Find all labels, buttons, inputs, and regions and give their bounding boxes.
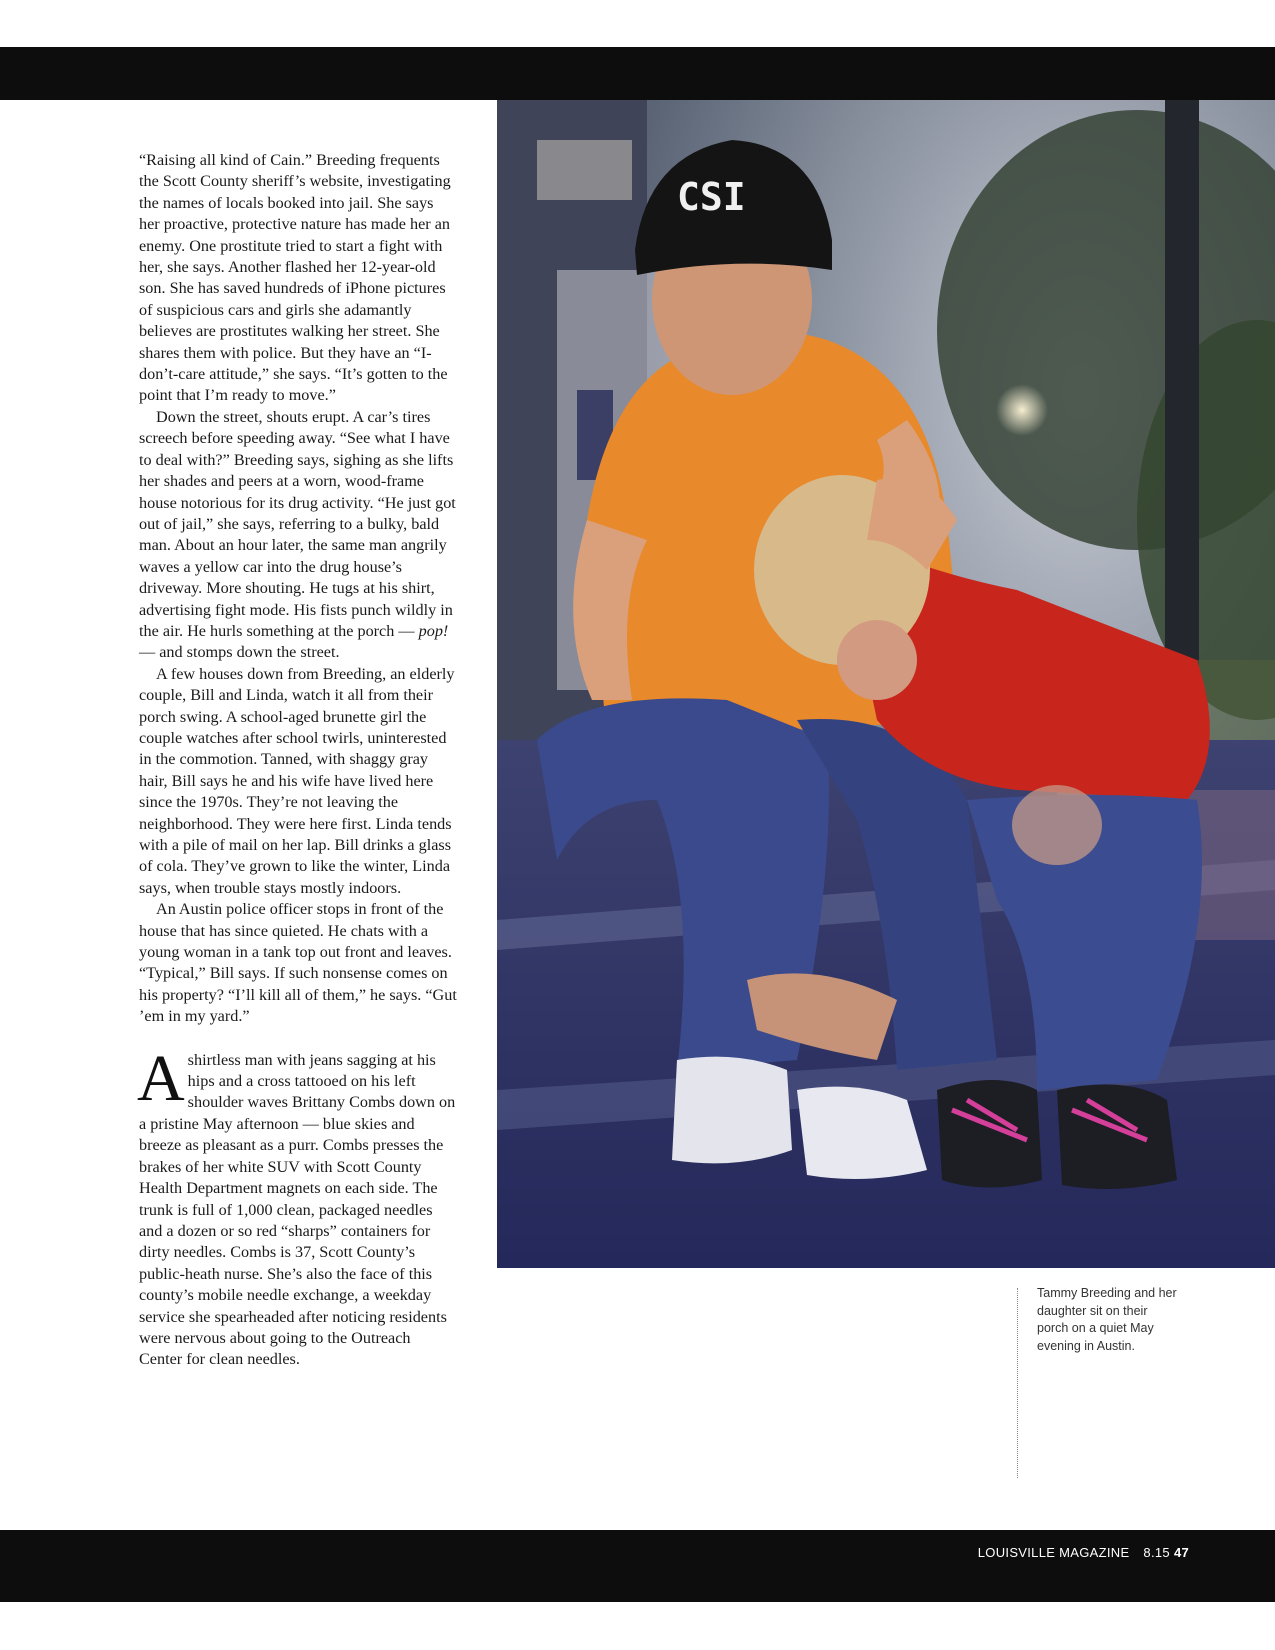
photo-illustration — [497, 100, 1275, 1268]
pop-word: pop! — [418, 621, 449, 640]
section-paragraph — [137, 1041, 457, 1371]
page-number: 47 — [1173, 1545, 1189, 1560]
cap-lettering: CSI — [677, 175, 746, 219]
page-folio — [978, 1545, 1189, 1560]
article-paragraph-3: A few houses down from Breeding, an elderly couple, Bill and Linda, watch it all from their porch swing. A school-aged brunette girl the couple watches after school twirls, uninterested in the commotion. Tanned, with shaggy gray hair, Bill says he and his wife have lived here since the 1970s. They’re not leaving the neighborhood. They were here first. Linda tends with a pile of mail on her lap. Bill drinks a glass of cola. They’ve grown to like the winter, Linda says, when trouble stays mostly indoors. — [139, 664, 455, 897]
porch-photo — [497, 100, 1275, 1268]
daughter-face — [837, 620, 917, 700]
black-sneaker-left — [937, 1080, 1042, 1188]
article-paragraph-2 — [139, 407, 457, 664]
black-sneaker-right — [1057, 1084, 1177, 1189]
house-eave — [537, 140, 632, 200]
article-paragraph-4: An Austin police officer stops in front of the house that has since quieted. He chats with a young woman in a tank top out front and leaves. “Typical,” Bill says. If such nonsense comes on his property? “I’ll kill all of them,” he says. “Gut ’em in my yard.” — [139, 900, 457, 1026]
issue-date: 8.15 — [1143, 1545, 1170, 1560]
article-paragraph-1: “Raising all kind of Cain.” Breeding frequents the Scott County sheriff’s website, investigating the names of locals booked into jail. She says her proactive, protective nature has made her an enemy. One prostitute tried to start a fight with her, she says. Another flashed her 12-year-old son. She has saved hundreds of iPhone pictures of suspicious cars and girls she adamantly believes are prostitutes walking her street. She shares them with police. But they have an “I-don’t-care attitude,” she says. “It’s gotten to the point that I’m ready to move.” — [139, 151, 451, 405]
bottom-black-band — [0, 1530, 1275, 1602]
caption-divider — [1017, 1288, 1018, 1478]
photo-caption: Tammy Breeding and her daughter sit on their porch on a quiet May evening in Austin. — [1037, 1286, 1177, 1353]
ripped-knee — [1012, 785, 1102, 865]
street-light — [996, 384, 1048, 436]
article-paragraph-2-text: Down the street, shouts erupt. A car’s tires screech before speeding away. “See what I have to deal with?” Breeding says, sighing as she lifts her shades and peers at a worn, wood-frame house notorious for its drug activity. “He just got out of jail,” she says, referring to a bulky, bald man. About an hour later, the same man angrily waves a yellow car into the drug house’s driveway. More shouting. He tugs at his shirt, advertising fight mode. His fists punch wildly in the air. He hurls something at the porch — — [139, 407, 456, 640]
article-column — [139, 150, 457, 1371]
section-paragraph-text: shirtless man with jeans sagging at his hips and a cross tattooed on his left shoulder waves Brittany Combs down on a pristine May afternoon — blue skies and breeze as pleasant as a purr. Combs presses the brakes of her white SUV with Scott County Health Department magnets on each side. The trunk is full of 1,000 clean, packaged needles and a dozen or so red “sharps” containers for dirty needles. Combs is 37, Scott County’s public-heath nurse. She’s also the face of this county’s mobile needle exchange, a weekday service she spearheaded after noticing residents were nervous about going to the Outreach Center for clean needles. — [139, 1050, 456, 1369]
top-black-band — [0, 47, 1275, 100]
publication-name: LOUISVILLE MAGAZINE — [977, 1545, 1130, 1560]
white-sneaker-left — [672, 1057, 792, 1164]
drop-cap: A — [137, 1041, 185, 1115]
article-paragraph-2-tail: — and stomps down the street. — [139, 643, 340, 662]
